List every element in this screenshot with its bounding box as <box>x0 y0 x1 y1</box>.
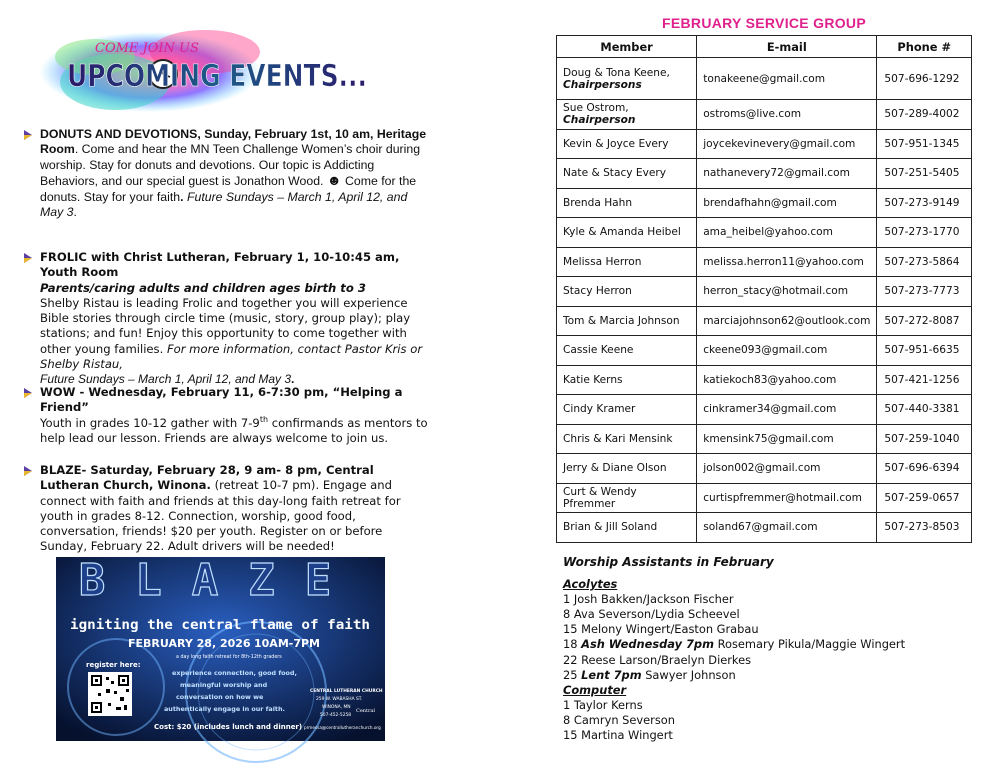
member-cell <box>557 100 697 130</box>
poster-desc-3: conversation on how we <box>176 693 264 701</box>
email-cell: ckeene093@gmail.com <box>697 336 877 366</box>
event-body-2: Come for the donuts. Stay for your faith <box>40 174 417 204</box>
email-cell: ostroms@live.com <box>697 100 877 130</box>
poster-desc-1: experience connection, good food, <box>172 669 297 677</box>
table-row <box>557 424 972 454</box>
member-name: Jerry & Diane Olson <box>563 462 667 475</box>
table-row <box>557 365 972 395</box>
table-row <box>557 100 972 130</box>
acolyte-text: 1 Josh Bakken/Jackson Fischer <box>563 592 734 607</box>
event-donuts-devotions <box>22 127 432 220</box>
phone-cell: 507-273-9149 <box>877 188 972 218</box>
email-cell: melissa.herron11@yahoo.com <box>697 247 877 277</box>
email-cell: ama_heibel@yahoo.com <box>697 218 877 248</box>
smiley-icon: ☻ <box>326 172 342 189</box>
phone-cell: 507-273-7773 <box>877 277 972 307</box>
member-role: Chairpersons <box>563 78 642 91</box>
list-item: 1 Taylor Kerns <box>563 697 643 712</box>
phone-cell: 507-273-1770 <box>877 218 972 248</box>
member-name: Brenda Hahn <box>563 196 633 209</box>
event-blaze <box>22 463 432 555</box>
member-name: Katie Kerns <box>563 373 623 386</box>
phone-cell: 507-272-8087 <box>877 306 972 336</box>
member-name: Stacy Herron <box>563 285 632 298</box>
table-row <box>557 247 972 277</box>
phone-cell: 507-259-0657 <box>877 483 972 513</box>
acolyte-text: 8 Ava Severson/Lydia Scheevel <box>563 607 740 622</box>
member-name: Kevin & Joyce Every <box>563 137 669 150</box>
list-item <box>563 592 983 607</box>
event-title: WOW - Wednesday, February 11, 6-7:30 pm, “Helping a Friend” <box>40 385 403 415</box>
event-sup: th <box>259 414 269 424</box>
table-row <box>557 513 972 543</box>
member-cell <box>557 159 697 189</box>
acolyte-text: 22 Reese Larson/Braelyn Dierkes <box>563 652 752 667</box>
poster-church-4: 507-452-5258 <box>320 713 352 718</box>
bullet-arrow-icon <box>22 465 34 477</box>
member-cell <box>557 454 697 484</box>
table-row <box>557 129 972 159</box>
acolyte-text: 18 <box>563 637 582 652</box>
member-cell <box>557 365 697 395</box>
poster-time: 10AM-7PM <box>254 637 320 650</box>
header-email: E-mail <box>697 36 877 58</box>
member-name: Brian & Jill Soland <box>563 521 658 534</box>
member-name: Cassie Keene <box>563 344 634 357</box>
phone-cell: 507-951-6635 <box>877 336 972 366</box>
member-role: Chairperson <box>563 114 636 127</box>
table-row <box>557 395 972 425</box>
email-cell: katiekoch83@yahoo.com <box>697 365 877 395</box>
member-cell <box>557 483 697 513</box>
header-member: Member <box>557 36 697 58</box>
email-cell: soland67@gmail.com <box>697 513 877 543</box>
event-end: . <box>73 205 77 220</box>
banner-line1: COME JOIN US <box>95 41 199 56</box>
poster-sub: a day long faith retreat for 8th-12th graders <box>176 655 282 660</box>
acolyte-names: Rosemary Pikula/Maggie Wingert <box>713 637 906 652</box>
list-item: 15 Martina Wingert <box>563 728 673 743</box>
member-cell <box>557 277 697 307</box>
worship-assistants <box>563 555 983 743</box>
member-cell <box>557 395 697 425</box>
list-item: 8 Camryn Severson <box>563 712 675 727</box>
table-row <box>557 188 972 218</box>
phone-cell: 507-259-1040 <box>877 424 972 454</box>
service-group-title: FEBRUARY SERVICE GROUP <box>662 15 866 31</box>
phone-cell: 507-273-8503 <box>877 513 972 543</box>
table-row <box>557 159 972 189</box>
table-row <box>557 218 972 248</box>
event-title: DONUTS AND DEVOTIONS, Sunday, February 1st, 10 am, Heritage Room <box>40 127 427 157</box>
event-body: . Come and hear the MN Teen Challenge Women’s choir during worship. Stay for donuts and devotions. Our topic is Addicting Behaviors, and our special guest is Jonathon Wood. <box>40 142 421 189</box>
email-cell: brendafhahn@gmail.com <box>697 188 877 218</box>
member-cell <box>557 218 697 248</box>
phone-cell: 507-289-4002 <box>877 100 972 130</box>
phone-cell: 507-696-1292 <box>877 58 972 100</box>
email-cell: tonakeene@gmail.com <box>697 58 877 100</box>
member-cell <box>557 424 697 454</box>
list-item <box>563 637 983 652</box>
event-more-info: For more information, contact Pastor Kris or Shelby Ristau, <box>40 341 423 372</box>
bullet-arrow-icon <box>22 252 34 264</box>
event-body: Youth in grades 10-12 gather with 7-9 <box>40 415 260 430</box>
event-subtitle: Parents/caring adults and children ages birth to 3 <box>40 280 366 295</box>
qr-code-icon <box>88 672 132 716</box>
poster-logo: Central <box>356 708 375 714</box>
member-name: Sue Ostrom, <box>563 102 629 115</box>
table-row <box>557 58 972 100</box>
member-cell <box>557 306 697 336</box>
bullet-arrow-icon <box>22 387 34 399</box>
phone-cell: 507-951-1345 <box>877 129 972 159</box>
event-end: . <box>291 372 295 387</box>
email-cell: joycekevinevery@gmail.com <box>697 129 877 159</box>
blaze-poster <box>56 557 385 741</box>
table-row <box>557 306 972 336</box>
poster-title: BLAZE <box>78 555 362 606</box>
bullet-arrow-icon <box>22 129 34 141</box>
member-name: Curt & Wendy Pfremmer <box>563 485 637 510</box>
poster-church-2: 259 W. WABASHA ST. <box>316 697 363 702</box>
member-name: Chris & Kari Mensink <box>563 432 673 445</box>
poster-desc-2: meaningful worship and <box>180 681 268 689</box>
poster-tagline: igniting the central flame of faith <box>70 618 370 633</box>
poster-date: FEBRUARY 28, 2026 <box>128 637 251 650</box>
blaze-poster-art <box>56 557 385 741</box>
table-row <box>557 336 972 366</box>
computer-list <box>563 698 983 743</box>
worship-title: Worship Assistants in February <box>563 555 774 569</box>
event-dot: . <box>180 189 184 204</box>
acolytes-list <box>563 592 983 683</box>
table-row <box>557 454 972 484</box>
event-body-2: confirmands as mentors to help lead our lesson. Friends are always welcome to join us. <box>40 415 428 445</box>
member-cell <box>557 129 697 159</box>
member-name: Nate & Stacy Every <box>563 167 667 180</box>
event-future: Future Sundays – March 1, April 12, and May 3 <box>40 189 408 220</box>
event-frolic <box>22 250 432 388</box>
phone-cell: 507-696-6394 <box>877 454 972 484</box>
phone-cell: 507-421-1256 <box>877 365 972 395</box>
acolyte-names: Sawyer Johnson <box>641 667 736 682</box>
email-cell: marciajohnson62@outlook.com <box>697 306 877 336</box>
member-name: Kyle & Amanda Heibel <box>563 226 681 239</box>
list-item <box>563 653 983 668</box>
acolytes-heading: Acolytes <box>563 577 618 592</box>
email-cell: jolson002@gmail.com <box>697 454 877 484</box>
event-title: BLAZE- Saturday, February 28, 9 am- 8 pm, Central Lutheran Church, Winona. <box>40 463 374 493</box>
list-item <box>563 607 983 622</box>
service-group-rows <box>557 58 972 543</box>
phone-cell: 507-440-3381 <box>877 395 972 425</box>
member-cell <box>557 336 697 366</box>
member-name: Doug & Tona Keene, <box>563 66 670 79</box>
computer-heading: Computer <box>563 682 627 697</box>
service-group-table <box>556 35 972 543</box>
member-cell <box>557 188 697 218</box>
acolyte-text: 25 <box>563 667 582 682</box>
table-row <box>557 483 972 513</box>
event-wow <box>22 385 432 446</box>
poster-email: prmessa@centrallutheranchurch.org <box>304 725 381 730</box>
acolyte-service: Lent 7pm <box>581 667 642 682</box>
member-name: Cindy Kramer <box>563 403 636 416</box>
email-cell: curtispfremmer@hotmail.com <box>697 483 877 513</box>
email-cell: herron_stacy@hotmail.com <box>697 277 877 307</box>
event-title: FROLIC with Christ Lutheran, February 1, 10-10:45 am, Youth Room <box>40 250 400 280</box>
event-body: Shelby Ristau is leading Frolic and together you will experience Bible stories through circle time (music, story, group play); play stations; and fun! Enjoy this opportunity to come together with other young families. <box>40 295 411 356</box>
phone-cell: 507-251-5405 <box>877 159 972 189</box>
poster-cost: Cost: $20 (includes lunch and dinner) <box>154 723 303 731</box>
upcoming-events-banner <box>55 22 375 117</box>
table-header-row <box>557 36 972 58</box>
email-cell: kmensink75@gmail.com <box>697 424 877 454</box>
table-row <box>557 277 972 307</box>
banner-line2: UPCOMING EVENTS... <box>67 59 367 94</box>
member-cell <box>557 247 697 277</box>
member-cell <box>557 513 697 543</box>
list-item <box>563 622 983 637</box>
member-name: Tom & Marcia Johnson <box>563 314 680 327</box>
member-name: Melissa Herron <box>563 255 642 268</box>
acolyte-service: Ash Wednesday 7pm <box>581 637 714 652</box>
email-cell: nathanevery72@gmail.com <box>697 159 877 189</box>
poster-church-1: CENTRAL LUTHERAN CHURCH <box>310 689 383 694</box>
poster-church-3: WINONA, MN <box>322 705 351 710</box>
event-future: Future Sundays – March 1, April 12, and May 3 <box>40 372 292 387</box>
email-cell: cinkramer34@gmail.com <box>697 395 877 425</box>
header-phone: Phone # <box>877 36 972 58</box>
event-body: (retreat 10-7 pm). Engage and connect with faith and friends at this day-long faith retreat for youth in grades 8-12. Connection, worship, good food, conversation, friends! $20 per youth. Register on or before Sunday, February 22. Adult drivers will be needed! <box>40 478 401 554</box>
poster-register: register here: <box>86 661 141 669</box>
phone-cell: 507-273-5864 <box>877 247 972 277</box>
acolyte-text: 15 Melony Wingert/Easton Grabau <box>563 622 759 637</box>
list-item <box>563 668 983 683</box>
member-cell <box>557 58 697 100</box>
poster-desc-4: authentically engage in our faith. <box>164 705 285 713</box>
